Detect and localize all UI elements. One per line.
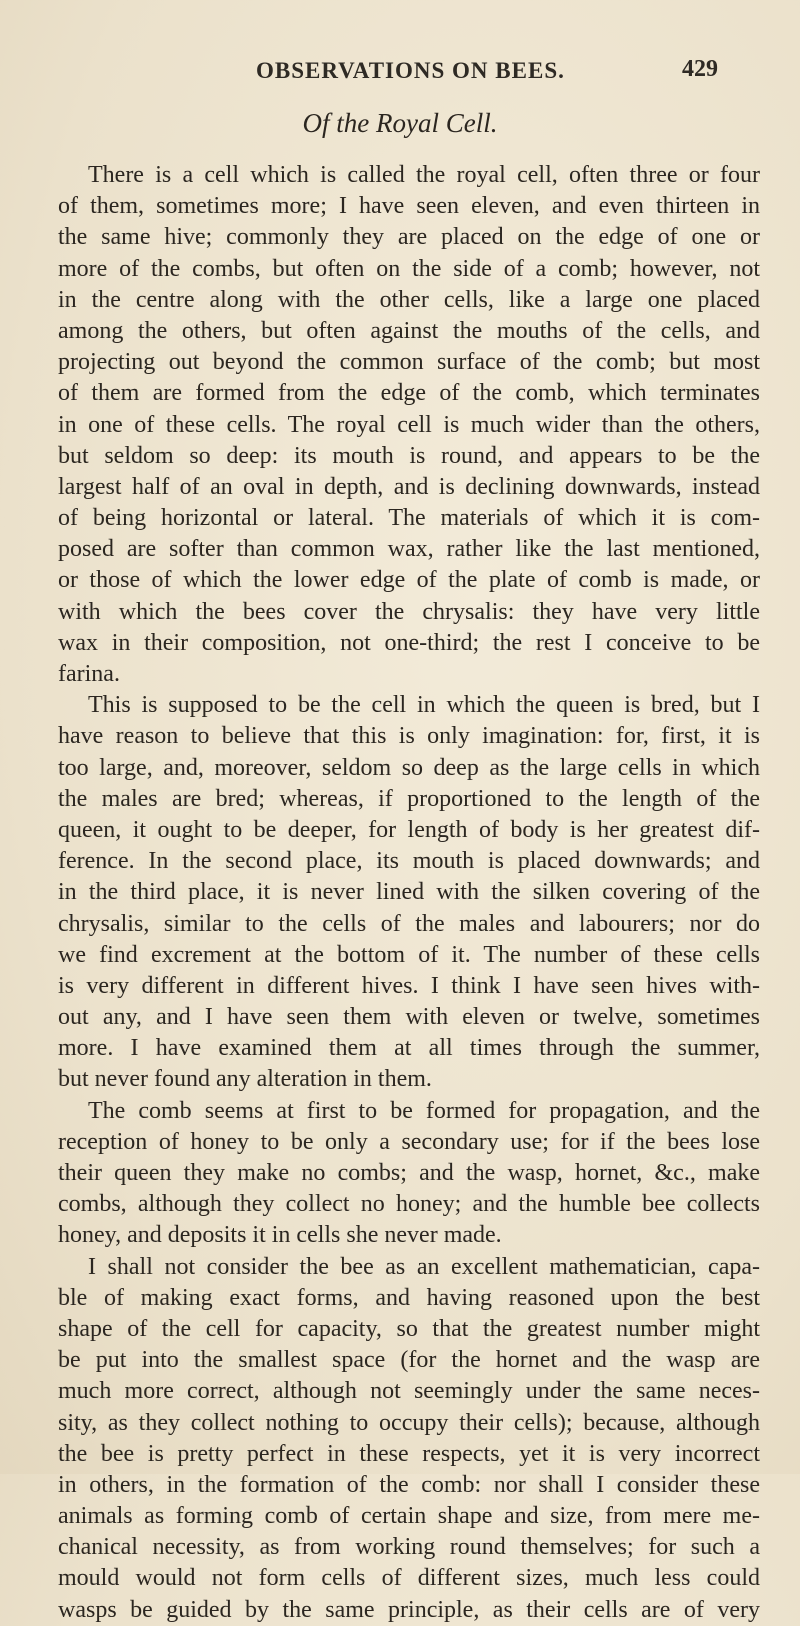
text-line: animals as forming comb of certain shape and size, from mere me- bbox=[58, 1503, 760, 1530]
body-text bbox=[58, 160, 760, 1626]
text-line: in the third place, it is never lined with the silken covering of the bbox=[58, 879, 760, 906]
text-line: chrysalis, similar to the cells of the males and labourers; nor do bbox=[58, 910, 760, 937]
page-number: 429 bbox=[682, 56, 718, 82]
text-line: the same hive; commonly they are placed on the edge of one or bbox=[58, 224, 760, 251]
text-line: wasps be guided by the same principle, as their cells are of very bbox=[58, 1596, 760, 1623]
text-line: sity, as they collect nothing to occupy their cells); because, although bbox=[58, 1409, 760, 1436]
text-line: in one of these cells. The royal cell is much wider than the others, bbox=[58, 411, 760, 438]
text-line: chanical necessity, as from working round themselves; for such a bbox=[58, 1534, 760, 1561]
text-line: of being horizontal or lateral. The materials of which it is com- bbox=[58, 505, 760, 532]
text-line: shape of the cell for capacity, so that the greatest number might bbox=[58, 1315, 760, 1342]
text-line: too large, and, moreover, seldom so deep as the large cells in which bbox=[58, 754, 760, 781]
text-line: we find excrement at the bottom of it. The number of these cells bbox=[58, 941, 760, 968]
text-line: honey, and deposits it in cells she never made. bbox=[58, 1222, 502, 1249]
text-line: or those of which the lower edge of the plate of comb is made, or bbox=[58, 567, 760, 594]
text-line: posed are softer than common wax, rather like the last mentioned, bbox=[58, 536, 760, 563]
text-line: ble of making exact forms, and having reasoned upon the best bbox=[58, 1284, 760, 1311]
text-line: more of the combs, but often on the side of a comb; however, not bbox=[58, 255, 760, 282]
text-line: but seldom so deep: its mouth is round, and appears to be the bbox=[58, 442, 760, 469]
text-line: their queen they make no combs; and the wasp, hornet, &c., make bbox=[58, 1160, 760, 1186]
text-line: projecting out beyond the common surface of the comb; but most bbox=[58, 349, 760, 376]
text-line: combs, although they collect no honey; and the humble bee collects bbox=[58, 1191, 760, 1218]
text-line: in others, in the formation of the comb: nor shall I consider these bbox=[58, 1471, 760, 1498]
text-line: but never found any alteration in them. bbox=[58, 1066, 432, 1093]
text-line: with which the bees cover the chrysalis: they have very little bbox=[58, 598, 760, 625]
text-line: of them, sometimes more; I have seen eleven, and even thirteen in bbox=[58, 193, 760, 220]
text-line: be put into the smallest space (for the hornet and the wasp are bbox=[58, 1347, 760, 1374]
text-line: the males are bred; whereas, if proportioned to the length of the bbox=[58, 785, 760, 812]
text-line: is very different in different hives. I think I have seen hives with- bbox=[58, 972, 760, 999]
text-line: reception of honey to be only a secondary use; for if the bees lose bbox=[58, 1128, 760, 1155]
text-line: among the others, but often against the mouths of the cells, and bbox=[58, 317, 760, 344]
text-line: The comb seems at first to be formed for propagation, and the bbox=[88, 1097, 760, 1124]
text-line: the bee is pretty perfect in these respects, yet it is very incorrect bbox=[58, 1440, 760, 1467]
text-line: I shall not consider the bee as an excellent mathematician, capa- bbox=[88, 1253, 760, 1280]
text-line: largest half of an oval in depth, and is declining downwards, instead bbox=[58, 473, 760, 500]
text-line: farina. bbox=[58, 661, 120, 687]
text-line: more. I have examined them at all times through the summer, bbox=[58, 1035, 760, 1062]
text-line: much more correct, although not seemingly under the same neces- bbox=[58, 1378, 760, 1405]
text-line: of them are formed from the edge of the comb, which terminates bbox=[58, 380, 760, 407]
text-line: This is supposed to be the cell in which the queen is bred, but I bbox=[88, 692, 760, 719]
text-line: mould would not form cells of different sizes, much less could bbox=[58, 1565, 760, 1592]
text-line: queen, it ought to be deeper, for length of body is her greatest dif- bbox=[58, 816, 760, 843]
text-line: There is a cell which is called the royal cell, often three or four bbox=[88, 162, 760, 188]
text-line: out any, and I have seen them with eleven or twelve, sometimes bbox=[58, 1004, 760, 1031]
text-line: in the centre along with the other cells, like a large one placed bbox=[58, 286, 760, 313]
section-title: Of the Royal Cell. bbox=[302, 108, 498, 138]
text-line: wax in their composition, not one-third; the rest I conceive to be bbox=[58, 629, 760, 656]
text-line: ference. In the second place, its mouth is placed downwards; and bbox=[58, 848, 760, 875]
text-line: have reason to believe that this is only imagination: for, first, it is bbox=[58, 723, 760, 750]
running-head: OBSERVATIONS ON BEES. bbox=[256, 58, 565, 83]
